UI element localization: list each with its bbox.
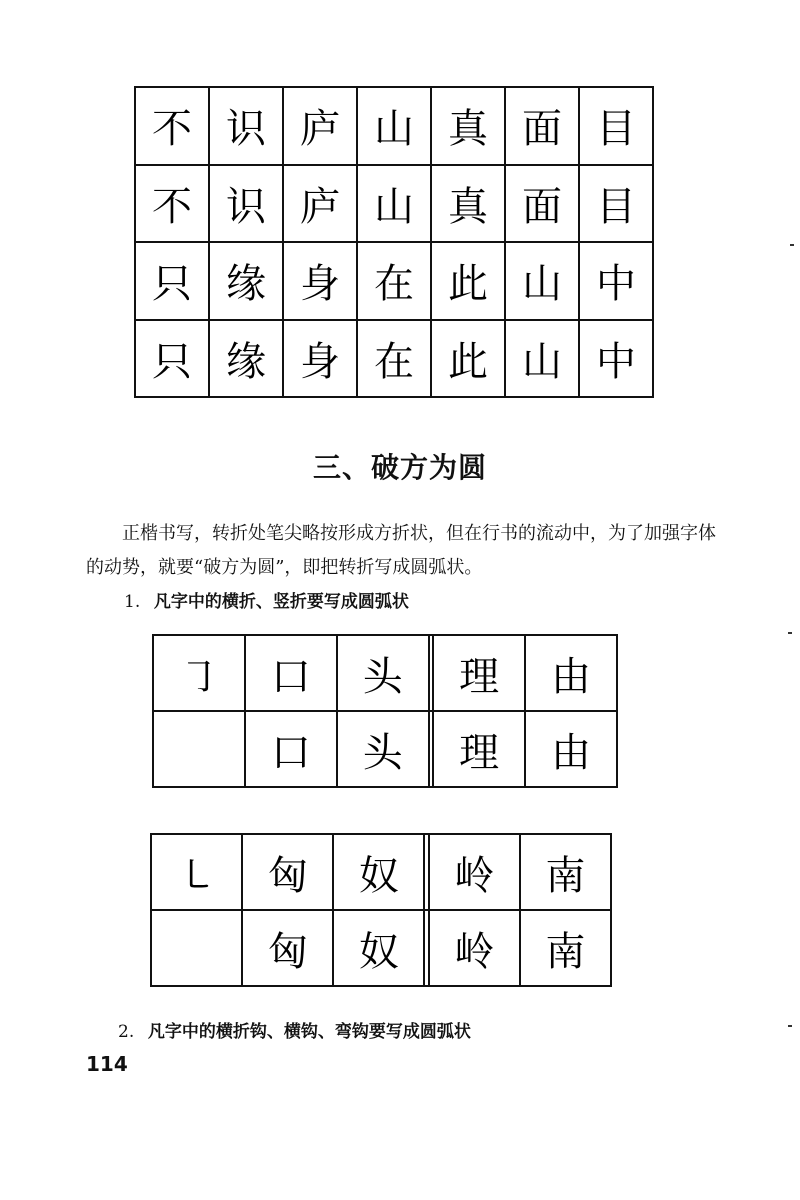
grid-cell: 庐 [283,87,357,165]
grid-cell [151,910,242,986]
grid-cell: 不 [135,165,209,243]
list-item [124,587,409,612]
grid-row [151,834,611,910]
grid-cell: 南 [520,910,611,986]
grid-row [151,910,611,986]
item-text: 凡字中的横折、竖折要写成圆弧状 [153,592,409,612]
grid-cell: 真 [431,87,505,165]
grid-cell: 理 [433,711,525,787]
practice-grid-2 [152,634,618,788]
grid-cell: 缘 [209,242,283,320]
grid-row [135,320,653,398]
item-number: 2. [118,1022,135,1042]
grid-cell: 缘 [209,320,283,398]
grid-cell: 南 [520,834,611,910]
grid-cell: 匈 [242,834,333,910]
grid-row [153,635,617,711]
grid-cell: 由 [525,711,617,787]
grid-cell: 真 [431,165,505,243]
body-paragraph: 正楷书写，转折处笔尖略按形成方折状，但在行书的流动中，为了加强字体的动势，就要“破方为圆”，即把转折写成圆弧状。 [86,523,716,578]
section-heading: 三、破方为圆 [312,451,487,484]
grid-cell: 中 [579,320,653,398]
grid-row [135,87,653,165]
grid-cell: 不 [135,87,209,165]
grid-cell: 理 [433,635,525,711]
grid-cell: 身 [283,242,357,320]
grid-cell: 山 [357,87,431,165]
practice-grid-3 [150,833,612,987]
grid-cell [153,711,245,787]
grid-cell: 只 [135,242,209,320]
grid-cell: 奴 [333,910,424,986]
grid-cell: 面 [505,165,579,243]
grid-cell: 在 [357,320,431,398]
grid-cell: 目 [579,87,653,165]
grid-cell: 此 [431,320,505,398]
practice-grid-1 [134,86,654,398]
grid-cell: 岭 [429,910,520,986]
grid-cell: 在 [357,242,431,320]
grid-row [135,165,653,243]
scan-mark [788,632,792,634]
grid-cell: 此 [431,242,505,320]
grid-row [135,242,653,320]
grid-cell: 只 [135,320,209,398]
scan-mark [788,1025,792,1027]
grid-cell: 岭 [429,834,520,910]
grid-cell: 头 [337,635,429,711]
grid-cell: 识 [209,165,283,243]
grid-cell: 身 [283,320,357,398]
stroke-sample-cell: ㇆ [153,635,245,711]
grid-cell: 由 [525,635,617,711]
grid-cell: 山 [505,242,579,320]
grid-cell: 匈 [242,910,333,986]
grid-cell: 面 [505,87,579,165]
list-item [118,1017,471,1042]
grid-cell: 口 [245,711,337,787]
grid-cell: 头 [337,711,429,787]
grid-cell: 目 [579,165,653,243]
item-number: 1. [124,592,141,612]
scan-mark [790,244,794,246]
grid-row [153,711,617,787]
grid-cell: 山 [505,320,579,398]
stroke-sample-cell: ㇄ [151,834,242,910]
grid-cell: 中 [579,242,653,320]
page-number: 114 [86,1052,128,1076]
grid-cell: 山 [357,165,431,243]
grid-cell: 奴 [333,834,424,910]
grid-cell: 口 [245,635,337,711]
grid-cell: 庐 [283,165,357,243]
grid-cell: 识 [209,87,283,165]
item-text: 凡字中的横折钩、横钩、弯钩要写成圆弧状 [147,1022,471,1042]
